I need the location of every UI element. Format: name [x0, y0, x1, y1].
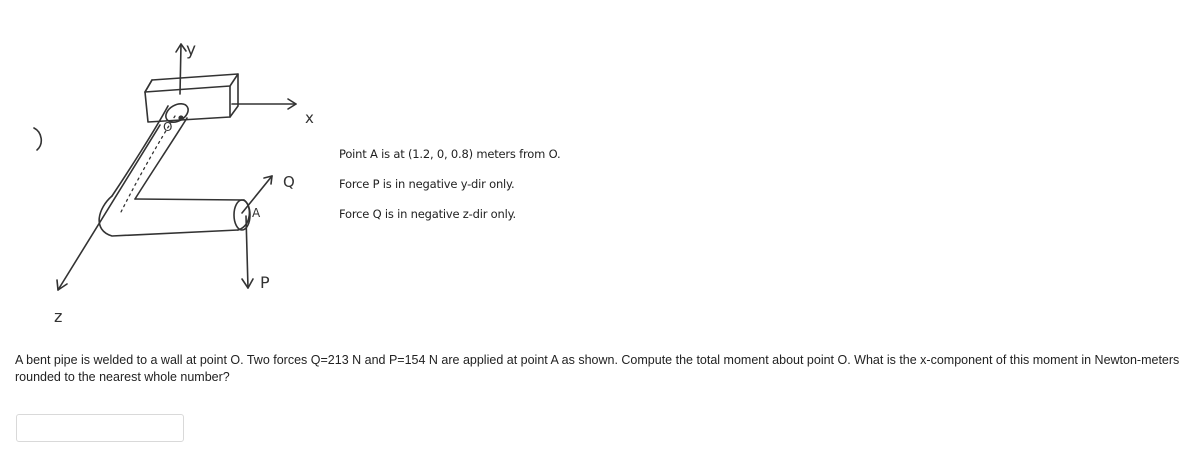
z-axis — [58, 125, 160, 290]
point-a-label: A — [252, 206, 261, 220]
given-force-q: Force Q is in negative z-dir only. — [339, 207, 517, 221]
pipe-diagram — [0, 0, 340, 340]
given-force-p: Force P is in negative y-dir only. — [339, 177, 515, 191]
question-text: A bent pipe is welded to a wall at point O. Two forces Q=213 N and P=154 N are applied at point A as shown. Compute the total moment about point O. What is the x-component of this moment in Newton-meters rounded to the nearest whole number? — [15, 353, 1180, 384]
wall-block — [145, 74, 238, 92]
force-q-label: Q — [283, 173, 295, 191]
y-axis — [180, 44, 181, 94]
pipe-diagram-svg — [0, 0, 340, 340]
axis-x-label: x — [305, 109, 314, 127]
point-o-label: O — [163, 120, 173, 134]
axis-z-label: z — [54, 307, 63, 326]
given-point-a: Point A is at (1.2, 0, 0.8) meters from O. — [339, 147, 561, 161]
force-p-label: P — [260, 273, 270, 292]
answer-input[interactable] — [16, 414, 184, 442]
pipe-outline — [112, 106, 168, 196]
axis-y-label: y — [186, 40, 197, 60]
